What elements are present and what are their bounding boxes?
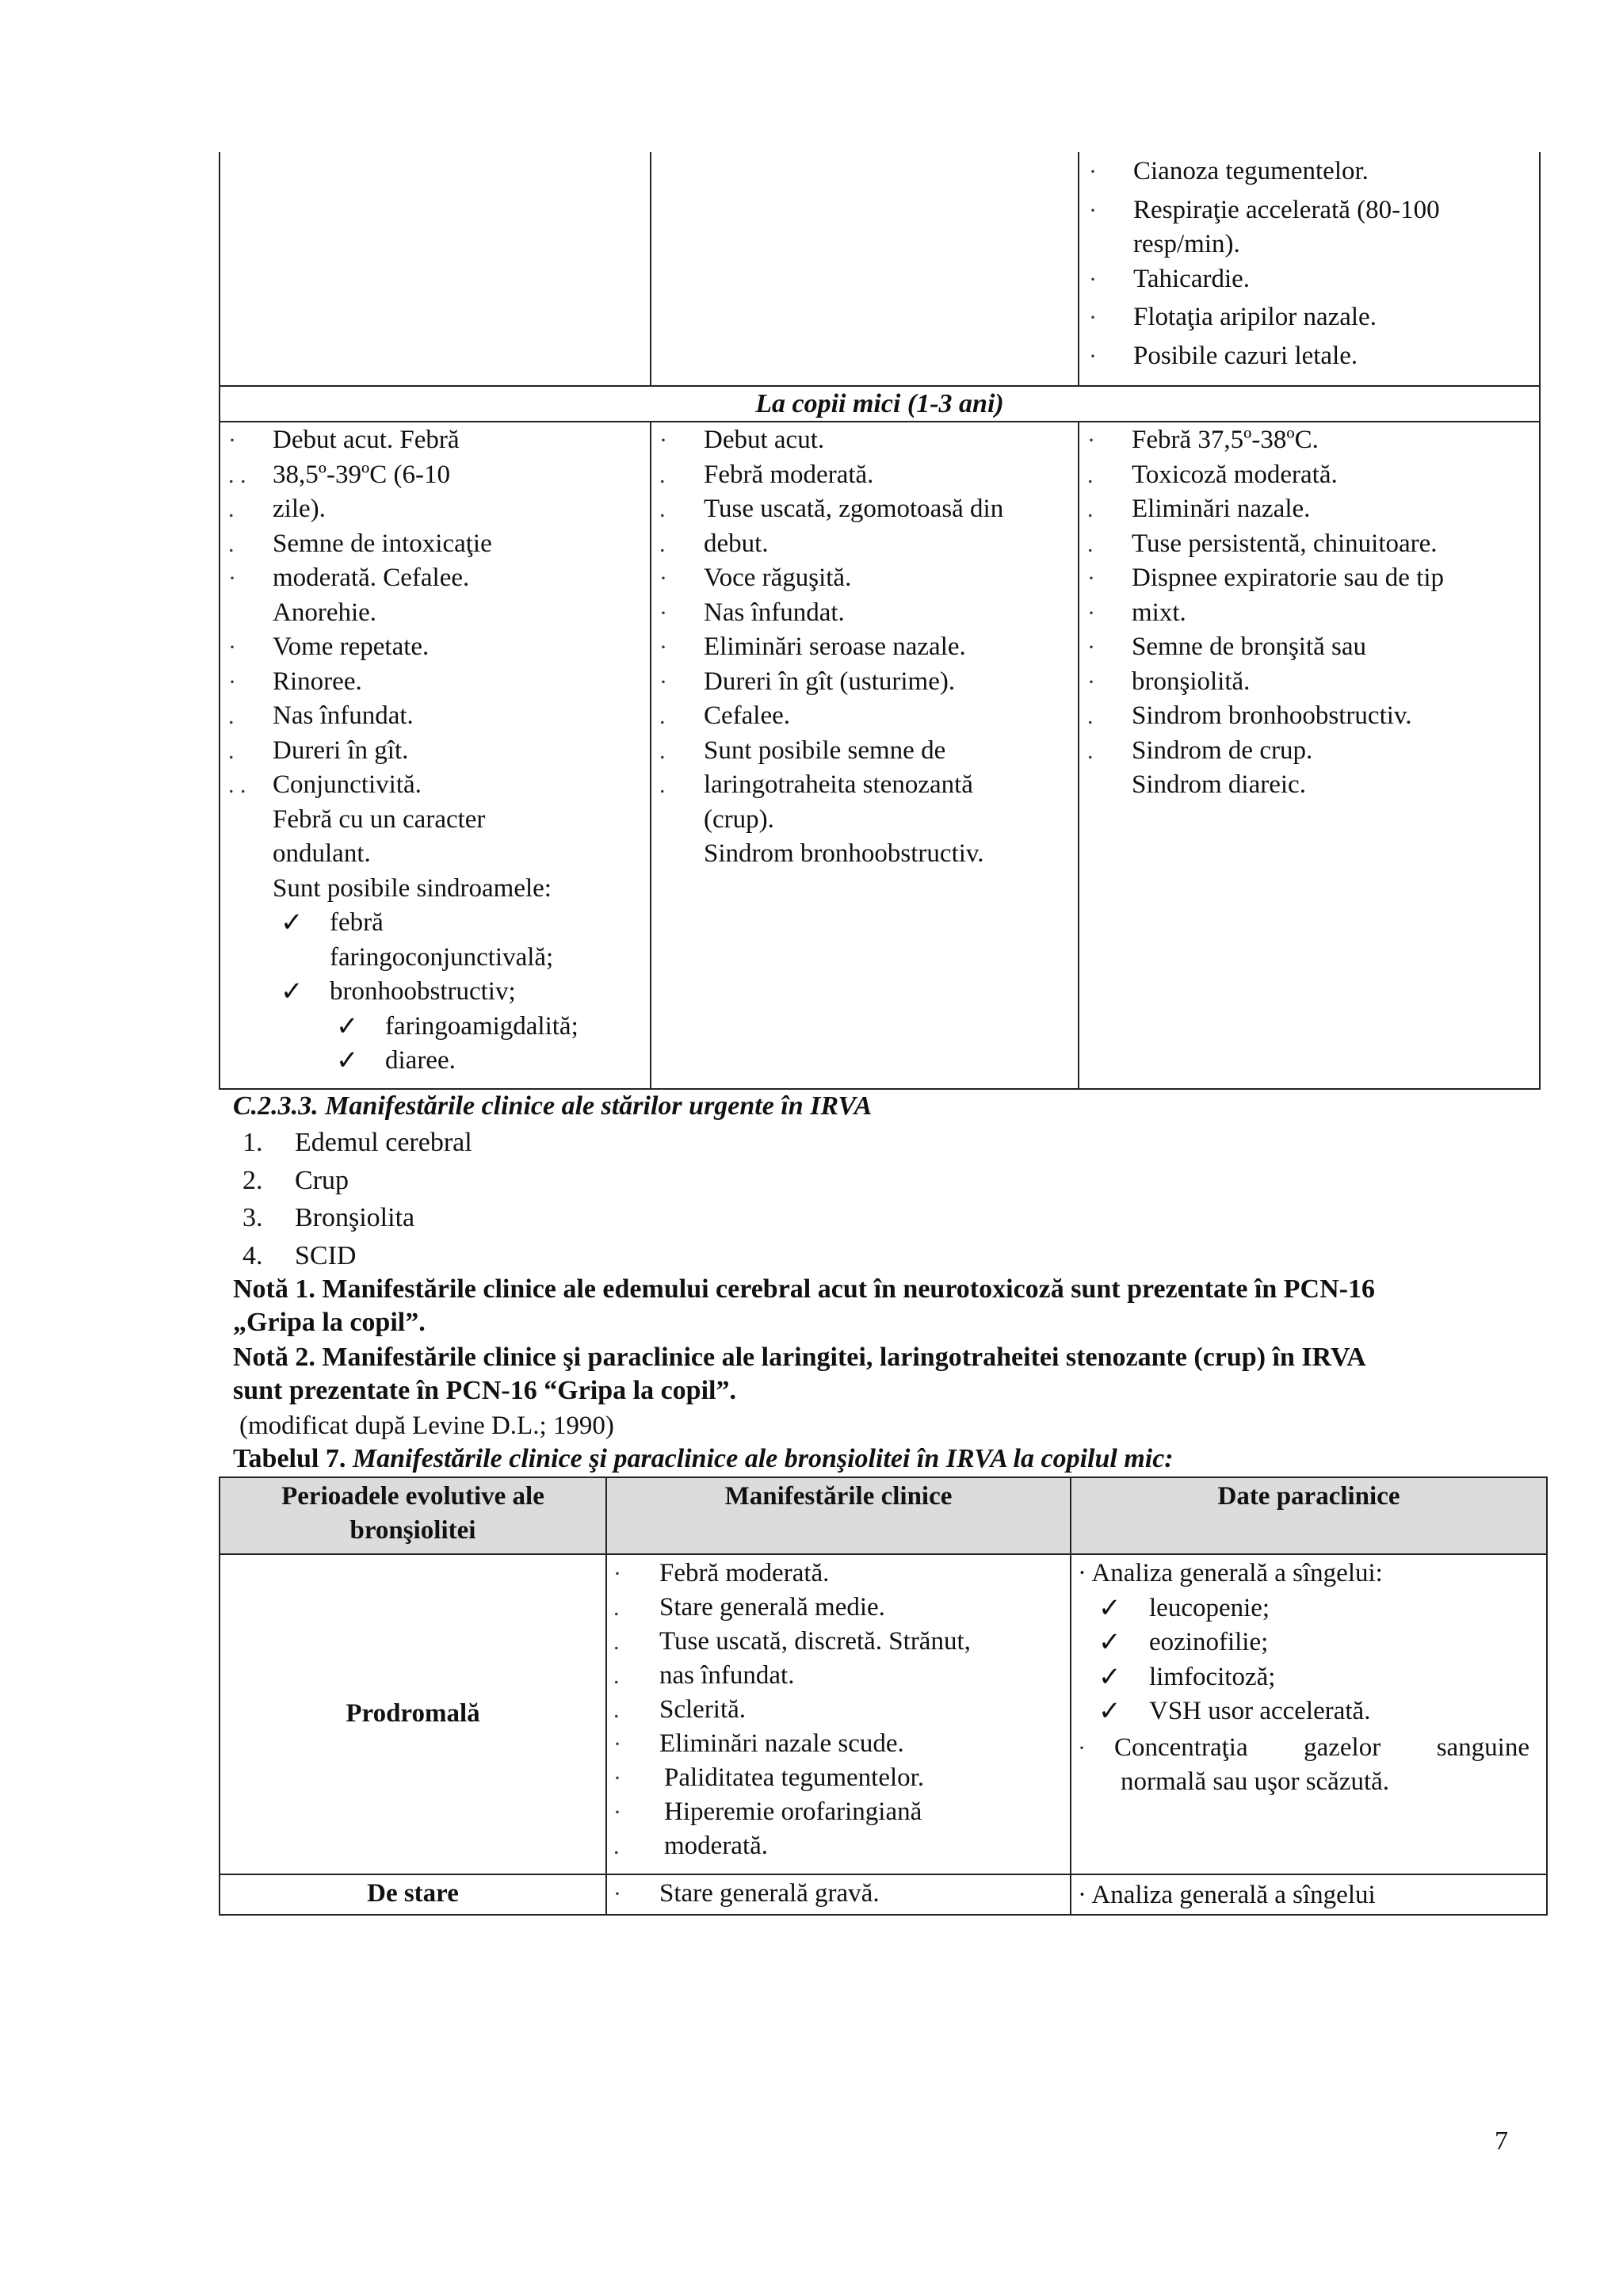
table2-border-top <box>219 1477 1548 1478</box>
table1-top-right-list <box>1083 155 1534 373</box>
list-item-cont: · mixt. <box>1087 598 1186 627</box>
list-item: · Debut acut. Febră <box>228 426 460 454</box>
check-item: ✓ limfocitoză; <box>1073 1660 1544 1695</box>
check-icon: ✓ <box>1098 1697 1121 1726</box>
list-item: · Eliminări nazale scude. <box>613 1729 904 1758</box>
list-item: . Sclerită. <box>613 1695 747 1724</box>
table2-border-right <box>1546 1477 1548 1916</box>
list-item: · Debut acut. <box>659 426 825 454</box>
list-item: . Sindrom bronhoobstructiv. <box>1087 701 1412 730</box>
list-item-cont: resp/min). <box>1133 230 1240 258</box>
table2-header-paraclinical: Date paraclinice <box>1217 1482 1400 1511</box>
table1-col3 <box>1081 423 1536 803</box>
list-item: . Tuse uscată, discretă. Strănut, <box>613 1627 971 1656</box>
list-item-cont: . moderată. <box>613 1832 769 1860</box>
check-icon: ✓ <box>1098 1628 1121 1657</box>
check-item: ✓ leucopenie; <box>1073 1591 1544 1626</box>
list-item: · Paliditatea tegumentelor. <box>613 1763 925 1792</box>
list-item: · Semne de bronşită sau <box>1087 632 1367 661</box>
section-title: C.2.3.3. Manifestările clinice ale stărilor urgente în IRVA <box>233 1091 873 1121</box>
table2-row1-paraclinical <box>1073 1557 1544 1800</box>
list-item: . Cefalee. <box>659 701 791 730</box>
check-item: ✓ bronhoobstructiv; <box>222 975 647 1010</box>
table2-header-period: Perioadele evolutive ale bronşiolitei <box>281 1482 544 1545</box>
check-icon: ✓ <box>1098 1662 1121 1692</box>
table1-section-title: La copii mici (1-3 ani) <box>755 389 1004 418</box>
list-item: Febră cu un caracter <box>273 804 486 834</box>
list-item: . Stare generală medie. <box>613 1593 885 1622</box>
note-1: Notă 1. Manifestările clinice ale edemului cerebral acut în neurotoxicoză sunt prezentate în PCN-16 „Gripa la copil”. <box>233 1274 1375 1337</box>
list-item: . Sunt posibile semne de <box>659 735 946 765</box>
list-item: . Semne de intoxicaţie <box>228 529 492 558</box>
list-item: · Posibile cazuri letale. <box>1089 341 1358 370</box>
para-head: · Analiza generală a sîngelui: <box>1078 1559 1383 1587</box>
check-item: ✓ VSH usor accelerată. <box>1073 1694 1544 1729</box>
list-item: . Sindrom de crup. <box>1087 735 1313 765</box>
table1-col1 <box>222 423 647 1079</box>
list-item: · Rinoree. <box>228 667 362 696</box>
table2-border-bottom <box>219 1914 1548 1916</box>
table-caption: Tabelul 7. Manifestările clinice şi paraclinice ale bronşiolitei în IRVA la copilul mic: <box>233 1444 1174 1473</box>
list-item: 2. Crup <box>242 1165 349 1195</box>
list-item: . Nas înfundat. <box>228 701 414 730</box>
list-item-cont: . debut. <box>659 529 769 558</box>
list-item: · Eliminări seroase nazale. <box>659 632 966 661</box>
list-item: Sindrom bronhoobstructiv. <box>704 839 984 868</box>
para-extra: · Concentraţia gazelor sanguine <box>1078 1733 1529 1762</box>
check-icon: ✓ <box>281 908 304 938</box>
table1-border-col1 <box>650 422 651 1090</box>
list-item-cont: ondulant. <box>273 839 371 868</box>
check-icon: ✓ <box>336 1046 359 1075</box>
list-item: · moderată. Cefalee. <box>228 563 470 592</box>
table1-border-col2 <box>1078 422 1079 1090</box>
table2-row2-period: De stare <box>367 1879 459 1908</box>
check-item: ✓ diaree. <box>222 1044 647 1079</box>
list-item-cont: . nas înfundat. <box>613 1661 795 1690</box>
list-item: . . 38,5º-39ºC (6-10 <box>228 460 450 489</box>
para-extra-cont: normală sau uşor scăzută. <box>1121 1767 1390 1796</box>
table2-border-col2 <box>1070 1477 1071 1916</box>
list-item: · Tahicardie. <box>1089 264 1251 293</box>
list-item-cont: · bronşiolită. <box>1087 667 1251 696</box>
list-item: · Nas înfundat. <box>659 598 845 627</box>
list-item: . Toxicoză moderată. <box>1087 460 1338 489</box>
table1-border-right <box>1539 152 1541 1090</box>
list-item: · Vome repetate. <box>228 632 430 661</box>
check-icon: ✓ <box>281 977 304 1007</box>
list-item: · Respiraţie accelerată (80-100 <box>1089 195 1440 224</box>
list-item: · Cianoza tegumentelor. <box>1089 157 1369 185</box>
table1-border-col1-top <box>650 152 651 386</box>
list-item: 3. Bronşiolita <box>242 1203 415 1232</box>
urgent-list <box>242 1124 472 1274</box>
note-2: Notă 2. Manifestările clinice şi paraclinice ale laringitei, laringotraheitei stenozante (crup) în IRVA sunt prezentate în PCN-16 “Gripa la copil”. <box>233 1343 1366 1405</box>
list-item: · Flotaţia aripilor nazale. <box>1089 303 1377 331</box>
list-item: Sunt posibile sindroamele: <box>273 873 552 903</box>
list-item: . Febră moderată. <box>659 460 874 489</box>
list-item-cont: . laringotraheita stenozantă <box>659 770 973 799</box>
list-item: · Dispnee expiratorie sau de tip <box>1087 563 1445 592</box>
table2-row2-paraclinical: · Analiza generală a sîngelui <box>1078 1881 1376 1909</box>
list-item: . Tuse uscată, zgomotoasă din <box>659 495 1004 523</box>
table2-row1-period: Prodromală <box>346 1699 480 1728</box>
table1-col2 <box>653 423 1075 872</box>
list-item: . . Conjunctivită. <box>228 770 422 799</box>
list-item-cont: (crup). <box>704 804 774 834</box>
check-item: ✓ eozinofilie; <box>1073 1626 1544 1660</box>
table2-border-header <box>219 1553 1548 1555</box>
list-item: 1. Edemul cerebral <box>242 1128 472 1157</box>
list-item: . Tuse persistentă, chinuitoare. <box>1087 529 1438 558</box>
check-item: ✓ febră <box>222 906 647 941</box>
list-item: · Febră 37,5º-38ºC. <box>1087 426 1319 454</box>
check-item-cont: faringoconjunctivală; <box>330 942 554 972</box>
list-item: Sindrom diareic. <box>1132 770 1306 799</box>
list-item: · Stare generală gravă. <box>613 1879 880 1908</box>
list-item: · Hiperemie orofaringiană <box>613 1797 922 1826</box>
table2-row1-clinical <box>607 1557 1067 1863</box>
list-item: Anorehie. <box>273 598 377 627</box>
list-item: · Voce răguşită. <box>659 563 852 592</box>
page-number: 7 <box>1495 2126 1508 2156</box>
table2-border-row1 <box>219 1874 1548 1875</box>
check-item: ✓ faringoamigdalită; <box>222 1010 647 1045</box>
list-item: . Dureri în gît. <box>228 735 409 765</box>
source-note: (modificat după Levine D.L.; 1990) <box>239 1412 614 1440</box>
list-item: · Febră moderată. <box>613 1559 830 1587</box>
list-item: . zile). <box>228 495 326 523</box>
check-icon: ✓ <box>336 1011 359 1041</box>
table1-border-col2-top <box>1078 152 1079 386</box>
check-icon: ✓ <box>1098 1593 1121 1623</box>
table2-row2-clinical <box>607 1877 1067 1911</box>
list-item: 4. SCID <box>242 1240 357 1270</box>
table2-header-clinical: Manifestările clinice <box>724 1482 953 1511</box>
list-item: · Dureri în gît (usturime). <box>659 667 956 696</box>
table1-border-section-bottom <box>219 421 1541 422</box>
table1-border-left <box>219 152 220 1090</box>
list-item: . Eliminări nazale. <box>1087 495 1311 523</box>
